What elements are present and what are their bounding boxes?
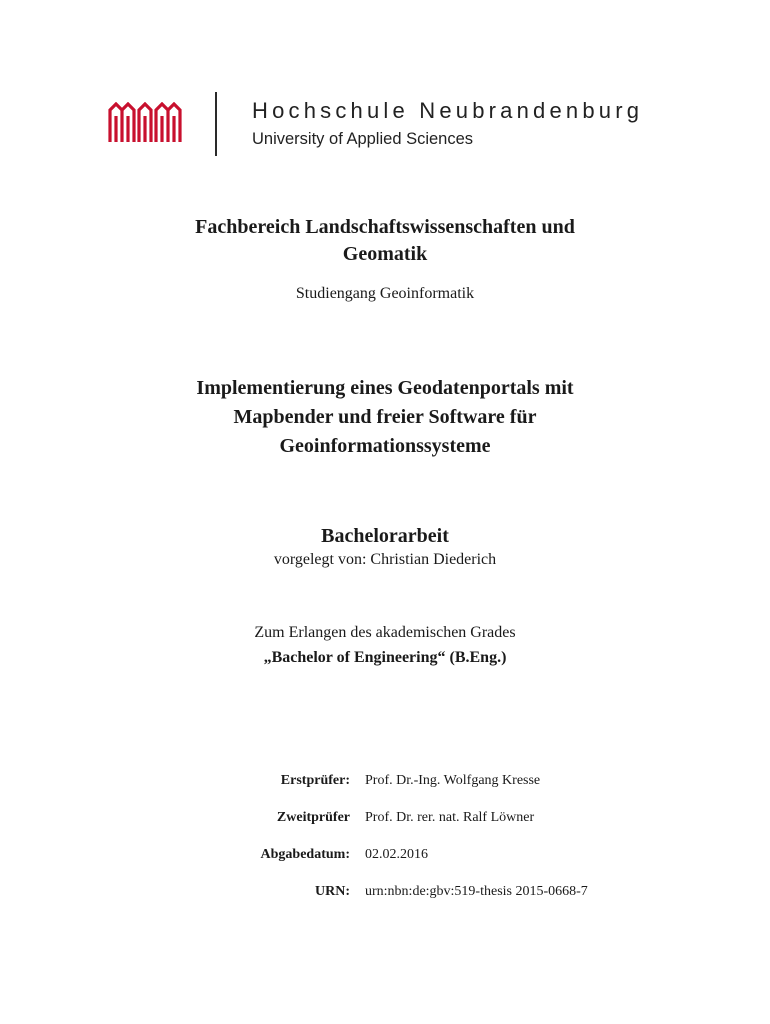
faculty-line-1: Fachbereich Landschaftswissenschaften und <box>195 216 575 238</box>
meta-value: urn:nbn:de:gbv:519-thesis 2015-0668-7 <box>365 884 588 899</box>
hs-neubrandenburg-logo-icon <box>108 102 182 142</box>
study-program: Studiengang Geoinformatik <box>295 285 475 302</box>
faculty-heading <box>0 214 770 268</box>
meta-row-urn <box>0 884 770 906</box>
faculty-line-2: Geomatik <box>342 243 428 265</box>
meta-row-first-examiner <box>0 773 770 795</box>
meta-label: Erstprüfer: <box>280 773 350 788</box>
degree-name: „Bachelor of Engineering“ (B.Eng.) <box>263 649 507 666</box>
meta-label: Abgabedatum: <box>260 847 350 862</box>
meta-label: Zweitprüfer <box>276 810 350 825</box>
meta-label: URN: <box>315 884 350 899</box>
thesis-title-line-3: Geoinformationssysteme <box>279 435 491 457</box>
author-line: vorgelegt von: Christian Diederich <box>273 551 497 568</box>
meta-value: 02.02.2016 <box>365 847 428 862</box>
meta-row-second-examiner <box>0 810 770 832</box>
thesis-title <box>0 374 770 461</box>
university-subtitle: University of Applied Sciences <box>252 130 474 148</box>
meta-value: Prof. Dr.-Ing. Wolfgang Kresse <box>365 773 541 788</box>
header-divider <box>215 92 217 156</box>
university-name: Hochschule Neubrandenburg <box>252 98 644 123</box>
thesis-title-line-2: Mapbender und freier Software für <box>233 406 537 428</box>
meta-value: Prof. Dr. rer. nat. Ralf Löwner <box>365 810 535 825</box>
meta-row-submission-date <box>0 847 770 869</box>
university-header <box>108 92 688 158</box>
degree-intro: Zum Erlangen des akademischen Grades <box>254 624 516 641</box>
document-type: Bachelorarbeit <box>321 525 449 547</box>
thesis-title-line-1: Implementierung eines Geodatenportals mit <box>196 377 574 399</box>
